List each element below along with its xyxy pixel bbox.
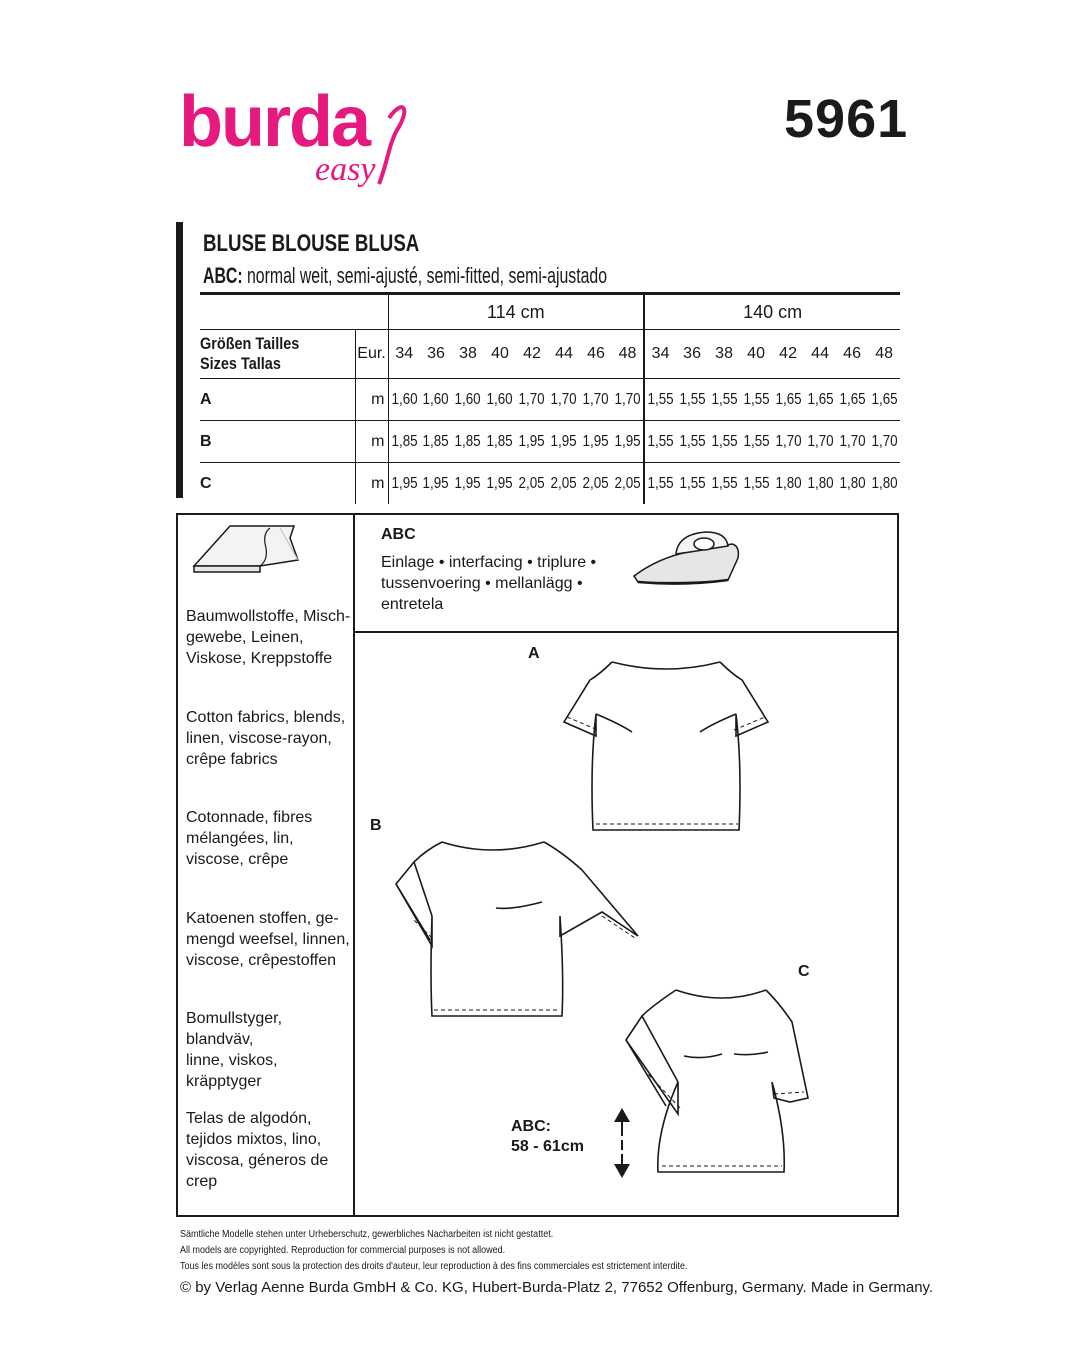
yardage-cell: 1,70 <box>804 421 836 463</box>
view-cell: B <box>200 421 355 463</box>
unit-cell: m <box>355 463 388 505</box>
yardage-rows <box>200 379 900 505</box>
yardage-cell: 1,60 <box>420 379 452 421</box>
yardage-cell: 1,95 <box>484 463 516 505</box>
sizes-row <box>200 330 900 379</box>
logo-wordmark: burda <box>179 82 370 162</box>
fabric-width-row <box>200 294 900 330</box>
yardage-cell: 1,65 <box>868 379 900 421</box>
yardage-cell: 2,05 <box>516 463 548 505</box>
fit-description <box>203 263 607 289</box>
yardage-cell: 1,85 <box>452 421 484 463</box>
view-b-drawing <box>392 836 642 1022</box>
footer-publisher: © by Verlag Aenne Burda GmbH & Co. KG, Hubert-Burda-Platz 2, 77652 Offenburg, Germany. Made in Germany. <box>180 1279 934 1296</box>
yardage-cell: 1,55 <box>676 463 708 505</box>
yardage-cell: 1,65 <box>804 379 836 421</box>
yardage-cell: 1,80 <box>836 463 868 505</box>
fabric-suggestions-sv: Bomullstyger, blandväv, linne, viskos, kräpptyger <box>186 1010 283 1090</box>
size-label <box>200 330 355 379</box>
yardage-cell: 1,55 <box>708 421 740 463</box>
yardage-cell: 1,55 <box>740 463 772 505</box>
length-range: 58 - 61cm <box>511 1138 584 1155</box>
yardage-cell: 1,70 <box>772 421 804 463</box>
size-cell: 34 <box>644 330 676 379</box>
fabric-suggestions-es: Telas de algodón, tejidos mixtos, lino, viscosa, géneros de crep <box>186 1110 329 1190</box>
fabric-roll-icon <box>190 520 305 578</box>
yardage-cell: 1,70 <box>548 379 580 421</box>
size-cell: 36 <box>676 330 708 379</box>
footer-copyright-fr: Tous les modèles sont sous la protection des droits d'auteur, leur reproduction à des fins commerciales est strictement interdite. <box>180 1261 688 1272</box>
unit-cell: m <box>355 421 388 463</box>
fabric-width-140: 140 cm <box>644 294 900 330</box>
size-cell: 46 <box>580 330 612 379</box>
fabric-width-114: 114 cm <box>388 294 644 330</box>
yardage-row-c <box>200 463 900 505</box>
size-cell: 34 <box>388 330 420 379</box>
yardage-table <box>200 292 900 504</box>
finished-length-note <box>511 1117 584 1157</box>
yardage-cell: 1,95 <box>580 421 612 463</box>
yardage-cell: 1,95 <box>548 421 580 463</box>
size-cell: 44 <box>804 330 836 379</box>
yardage-cell: 1,85 <box>420 421 452 463</box>
yardage-cell: 2,05 <box>580 463 612 505</box>
size-cell: 36 <box>420 330 452 379</box>
yardage-cell: 1,55 <box>740 421 772 463</box>
size-cell: 38 <box>452 330 484 379</box>
logo-thread-swirl <box>379 107 404 184</box>
yardage-cell: 1,80 <box>868 463 900 505</box>
size-cell: 48 <box>868 330 900 379</box>
size-cell: 40 <box>740 330 772 379</box>
yardage-cell: 1,65 <box>772 379 804 421</box>
unit-cell: m <box>355 379 388 421</box>
size-cell: 42 <box>772 330 804 379</box>
size-cell: 38 <box>708 330 740 379</box>
yardage-cell: 1,95 <box>388 463 420 505</box>
pattern-number: 5961 <box>784 89 909 149</box>
footer-copyright-de: Sämtliche Modelle stehen unter Urheberschutz, gewerbliches Nacharbeiten ist nicht gestattet. <box>180 1229 554 1240</box>
logo-subtitle: easy <box>315 151 376 188</box>
garment-title: BLUSE BLOUSE BLUSA <box>203 230 420 257</box>
yardage-cell: 1,70 <box>580 379 612 421</box>
view-cell: C <box>200 463 355 505</box>
yardage-cell: 1,60 <box>388 379 420 421</box>
view-label-a: A <box>528 645 540 662</box>
length-views: ABC: <box>511 1118 551 1135</box>
yardage-cell: 2,05 <box>612 463 644 505</box>
size-cell: 42 <box>516 330 548 379</box>
title-accent-bar <box>176 222 183 498</box>
size-cell: 40 <box>484 330 516 379</box>
yardage-cell: 1,55 <box>644 379 676 421</box>
yardage-cell: 2,05 <box>548 463 580 505</box>
column-divider <box>353 513 355 1217</box>
logo-graphic <box>175 78 415 198</box>
yardage-cell: 1,85 <box>388 421 420 463</box>
yardage-cell: 1,55 <box>740 379 772 421</box>
interfacing-views: ABC <box>381 526 416 543</box>
yardage-cell: 1,70 <box>516 379 548 421</box>
size-cell: 46 <box>836 330 868 379</box>
view-a-drawing <box>560 654 770 836</box>
yardage-row-a <box>200 379 900 421</box>
fabric-suggestions-fr: Cotonnade, fibres mélangées, lin, viscose, crêpe <box>186 809 313 868</box>
fabric-suggestions-de: Baumwollstoffe, Misch- gewebe, Leinen, Viskose, Kreppstoffe <box>186 608 351 667</box>
yardage-cell: 1,60 <box>452 379 484 421</box>
yardage-cell: 1,95 <box>612 421 644 463</box>
yardage-cell: 1,95 <box>516 421 548 463</box>
yardage-cell: 1,55 <box>676 379 708 421</box>
yardage-cell: 1,55 <box>676 421 708 463</box>
view-label-b: B <box>370 817 382 834</box>
view-c-drawing <box>622 982 812 1178</box>
view-label-c: C <box>798 963 810 980</box>
yardage-cell: 1,65 <box>836 379 868 421</box>
iron-icon <box>628 528 744 588</box>
size-label-line1: Größen Tailles <box>200 334 300 353</box>
view-cell: A <box>200 379 355 421</box>
yardage-cell: 1,95 <box>452 463 484 505</box>
fabric-suggestions-en: Cotton fabrics, blends, linen, viscose-rayon, crêpe fabrics <box>186 709 346 768</box>
yardage-cell: 1,95 <box>420 463 452 505</box>
burda-easy-logo <box>175 78 415 198</box>
size-system: Eur. <box>355 330 388 379</box>
interfacing-divider <box>355 631 899 633</box>
fit-views: ABC: <box>203 263 243 288</box>
yardage-cell: 1,60 <box>484 379 516 421</box>
size-cell: 44 <box>548 330 580 379</box>
yardage-cell: 1,80 <box>772 463 804 505</box>
interfacing-text: Einlage • interfacing • triplure • tussenvoering • mellanlägg • entretela <box>381 554 597 613</box>
fabric-suggestions-nl: Katoenen stoffen, ge- mengd weefsel, linnen, viscose, crêpestoffen <box>186 910 350 969</box>
yardage-cell: 1,55 <box>644 463 676 505</box>
yardage-row-b <box>200 421 900 463</box>
yardage-cell: 1,55 <box>644 421 676 463</box>
yardage-cell: 1,55 <box>708 379 740 421</box>
length-arrow-icon <box>612 1106 632 1180</box>
fit-text: normal weit, semi-ajusté, semi-fitted, semi-ajustado <box>242 263 608 288</box>
yardage-cell: 1,70 <box>612 379 644 421</box>
yardage-cell: 1,85 <box>484 421 516 463</box>
yardage-cell: 1,55 <box>708 463 740 505</box>
footer-copyright-en: All models are copyrighted. Reproduction for commercial purposes is not allowed. <box>180 1245 506 1256</box>
yardage-cell: 1,70 <box>836 421 868 463</box>
yardage-cell: 1,80 <box>804 463 836 505</box>
yardage-cell: 1,70 <box>868 421 900 463</box>
size-label-line2: Sizes Tallas <box>200 354 281 373</box>
size-cell: 48 <box>612 330 644 379</box>
